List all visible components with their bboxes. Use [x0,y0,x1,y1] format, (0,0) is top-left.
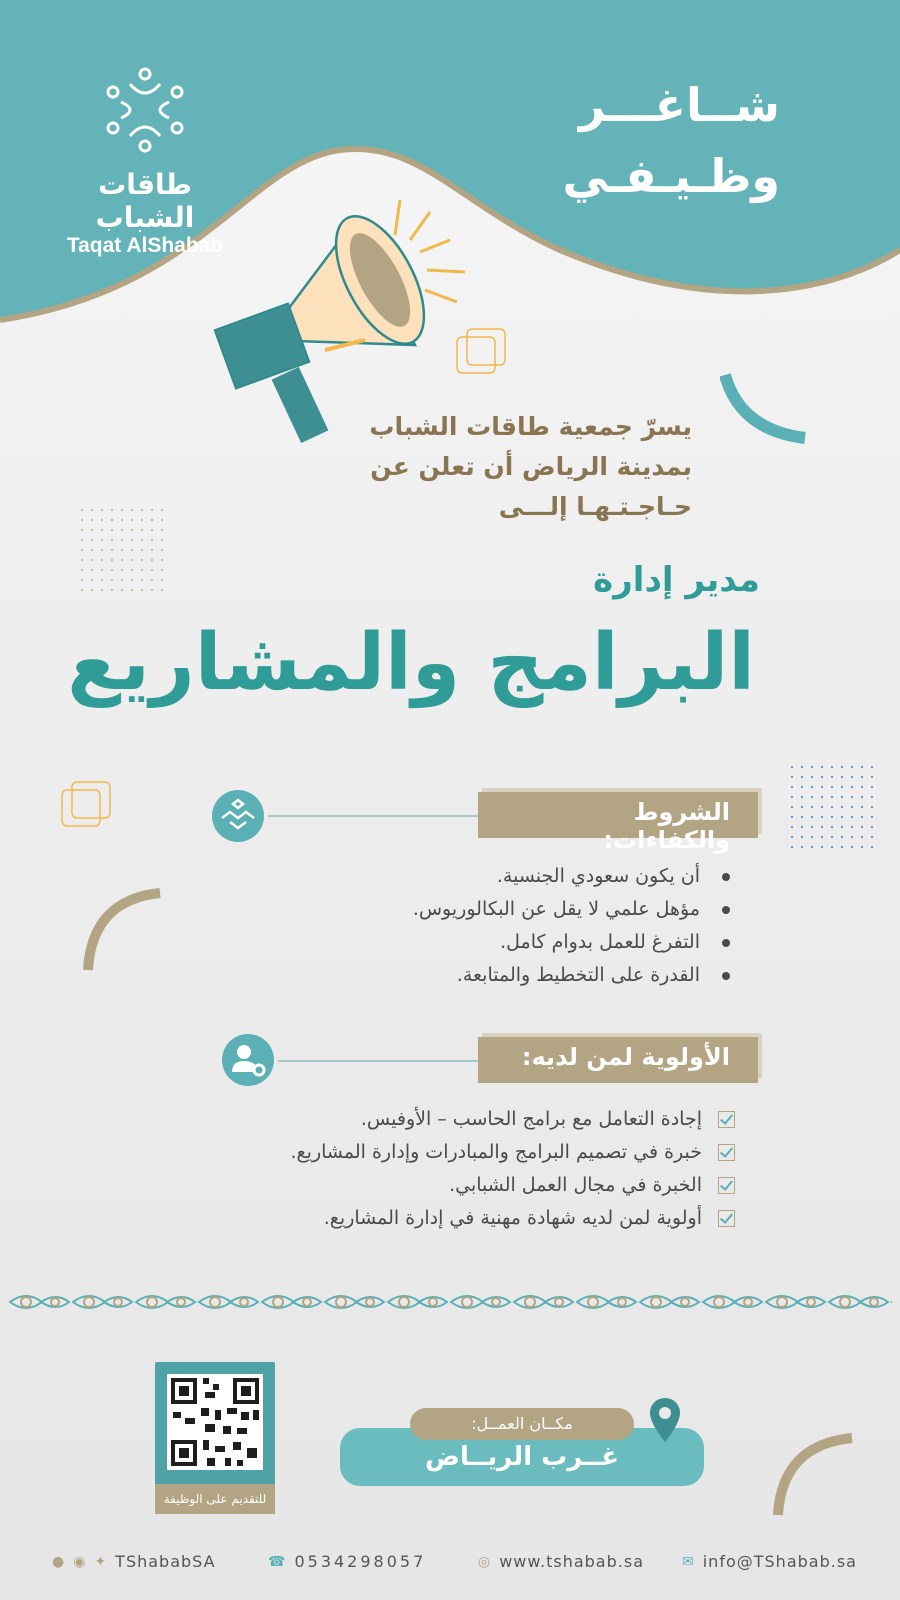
apply-qr-code[interactable] [155,1362,275,1514]
checkbox-icon [718,1177,735,1194]
logo-emblem-icon [95,62,195,158]
intro-text [272,407,692,527]
social-handle: TShababSA [115,1552,216,1571]
email-link[interactable] [682,1552,857,1571]
list-item-text: القدرة على التخطيط والمتابعة. [456,964,700,986]
handshake-icon [212,790,264,842]
section-divider [278,1060,478,1062]
decorative-arc [770,1430,860,1520]
location-value: غــرب الريــاض [424,1442,619,1472]
intro-line3: حـاجـتـهـا إلـــى [498,492,692,521]
dot-grid-decoration [80,508,170,598]
list-item-text: أن يكون سعودي الجنسية. [496,865,700,887]
phone-number: 0534298057 [294,1552,427,1571]
globe-icon: ◎ [478,1553,492,1570]
map-pin-icon [648,1396,682,1444]
job-title: البرامج والمشاريع [67,618,755,708]
intro-line1: يسرّ جمعية طاقات الشباب [369,412,692,441]
list-item [230,893,730,926]
qr-code-icon [155,1362,275,1484]
twitter-icon[interactable]: ✦ [94,1553,108,1570]
list-item [115,1136,735,1169]
list-item-text: الخبرة في مجال العمل الشبابي. [449,1174,702,1196]
phone-contact[interactable] [268,1552,426,1571]
list-item [115,1103,735,1136]
list-item [115,1169,735,1202]
logo-name-en: Taqat AlShabab [66,234,224,257]
mail-icon: ✉ [682,1553,695,1570]
list-item-text: التفرغ للعمل بدوام كامل. [500,931,700,953]
list-item [230,860,730,893]
list-item-text: خبرة في تصميم البرامج والمبادرات وإدارة المشاريع. [290,1141,702,1163]
social-links[interactable] [52,1552,216,1571]
phone-icon: ☎ [268,1553,287,1570]
checkbox-icon [718,1210,735,1227]
email-address: info@TShabab.sa [702,1552,857,1571]
job-subtitle: مدير إدارة [593,560,760,600]
priority-list [115,1103,735,1235]
list-item-text: إجادة التعامل مع برامج الحاسب – الأوفيس. [360,1108,702,1130]
decorative-squares-icon [455,327,510,377]
website-link[interactable] [478,1552,644,1571]
user-settings-icon [222,1034,274,1086]
list-item [230,926,730,959]
bullet-icon [722,873,730,881]
dot-grid-decoration [790,765,880,855]
vacancy-title [562,70,780,213]
location-label: مكــان العمــل: [410,1408,634,1440]
bullet-icon [722,906,730,914]
footer-contacts [0,1552,900,1582]
bullet-icon [722,939,730,947]
requirements-heading: الشروط والكفاءات: [478,792,758,838]
priority-heading: الأولوية لمن لديه: [478,1037,758,1083]
section-divider [268,815,478,817]
decorative-squares-icon [60,780,115,830]
requirements-list [230,860,730,992]
vacancy-line2: وظـيـفـي [562,149,780,204]
checkbox-icon [718,1111,735,1128]
ornamental-border [8,1288,892,1316]
list-item [230,959,730,992]
intro-line2: بمدينة الرياض أن تعلن عن [370,452,692,481]
website-url: www.tshabab.sa [499,1552,644,1571]
list-item-text: مؤهل علمي لا يقل عن البكالوريوس. [412,898,700,920]
decorative-arc [80,885,170,975]
snapchat-icon[interactable]: ● [52,1553,66,1570]
instagram-icon[interactable]: ◉ [73,1553,87,1570]
bullet-icon [722,972,730,980]
decorative-arc [720,370,810,450]
checkbox-icon [718,1144,735,1161]
qr-caption: للتقديم على الوظيفة [155,1484,275,1514]
list-item [115,1202,735,1235]
logo-name-ar: طاقات الشباب [95,168,195,234]
list-item-text: أولوية لمن لديه شهادة مهنية في إدارة المشاريع. [323,1207,702,1229]
vacancy-line1: شــاغـــر [578,78,780,132]
